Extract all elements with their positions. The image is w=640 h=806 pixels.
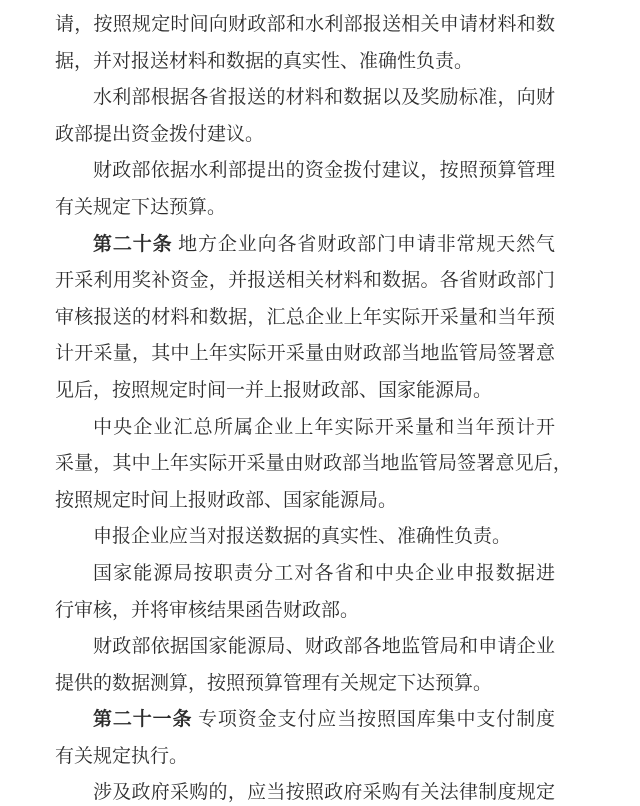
- text-line: 采量，其中上年实际开采量由财政部当地监管局签署意见后，: [55, 453, 573, 475]
- article-21-heading-text: 专项资金支付应当按照国库集中支付制度: [192, 709, 555, 731]
- text-line: 开采利用奖补资金，并报送相关材料和数据。各省财政部门: [55, 270, 555, 292]
- text-line: 见后，按照规定时间一并上报财政部、国家能源局。: [55, 379, 493, 401]
- text-line: 提供的数据测算，按照预算管理有关规定下达预算。: [55, 672, 493, 694]
- text-line: 审核报送的材料和数据，汇总企业上年实际开采量和当年预: [55, 306, 555, 328]
- text-line: 涉及政府采购的，应当按照政府采购有关法律制度规定: [93, 782, 555, 804]
- article-21-heading-line: [55, 702, 555, 739]
- text-line: 有关规定下达预算。: [55, 196, 227, 218]
- article-20-heading-text: 地方企业向各省财政部门申请非常规天然气: [172, 233, 555, 255]
- text-line: 水利部根据各省报送的材料和数据以及奖励标准，向财: [93, 87, 555, 109]
- article-20-heading-line: [55, 227, 555, 264]
- text-line: 中央企业汇总所属企业上年实际开采量和当年预计开: [93, 416, 555, 438]
- text-line: 据，并对报送材料和数据的真实性、准确性负责。: [55, 50, 474, 72]
- text-line: 国家能源局按职责分工对各省和中央企业申报数据进: [93, 562, 555, 584]
- article-21-label: 第二十一条: [93, 709, 193, 731]
- text-line: 按照规定时间上报财政部、国家能源局。: [55, 489, 398, 511]
- text-line: 请，按照规定时间向财政部和水利部报送相关申请材料和数: [55, 14, 555, 35]
- article-20-label: 第二十条: [93, 233, 173, 255]
- text-line: 财政部依据国家能源局、财政部各地监管局和申请企业: [93, 636, 555, 658]
- document-text-block: [55, 7, 573, 806]
- text-line: 财政部依据水利部提出的资金拨付建议，按照预算管理: [93, 160, 555, 182]
- text-line: 行审核，并将审核结果函告财政部。: [55, 599, 360, 621]
- text-line: 政部提出资金拨付建议。: [55, 123, 265, 145]
- text-line: 申报企业应当对报送数据的真实性、准确性负责。: [93, 526, 512, 548]
- text-line: 有关规定执行。: [55, 745, 189, 767]
- text-line: 计开采量，其中上年实际开采量由财政部当地监管局签署意: [55, 343, 555, 365]
